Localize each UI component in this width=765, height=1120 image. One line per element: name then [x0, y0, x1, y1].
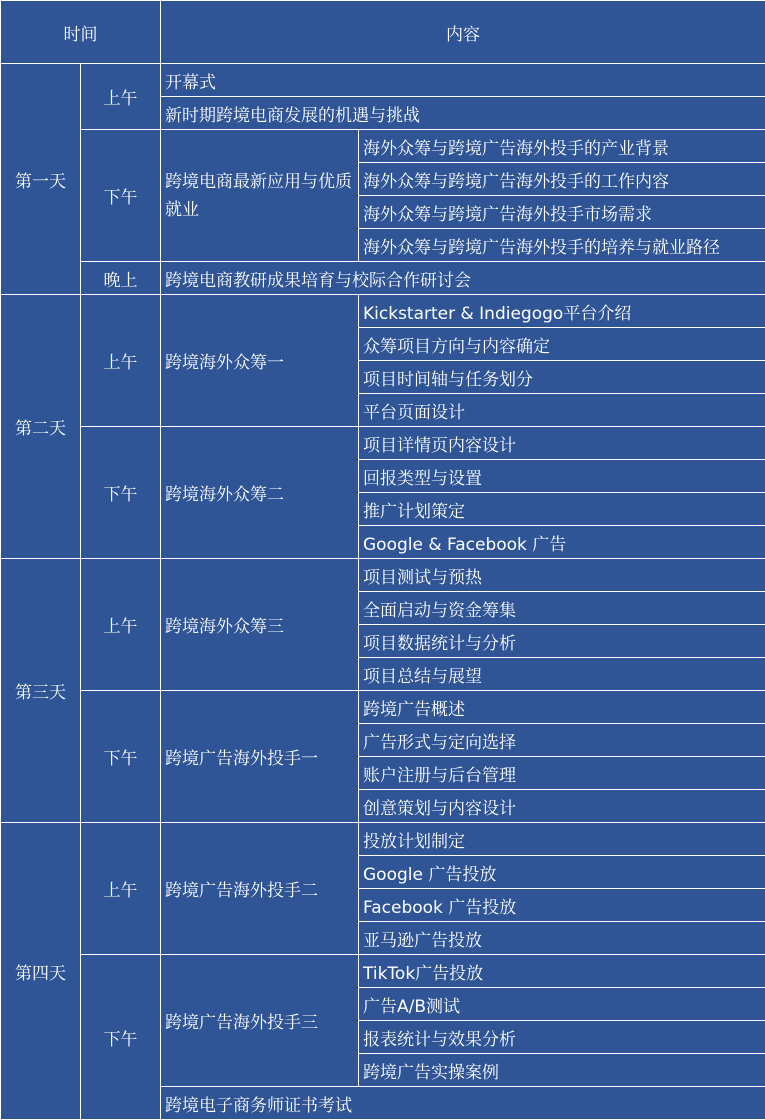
session-item: Facebook 广告投放 — [359, 889, 765, 922]
session-item: 海外众筹与跨境广告海外投手的产业背景 — [359, 130, 765, 163]
session-topic: 跨境广告海外投手二 — [161, 823, 359, 955]
session-item: 项目数据统计与分析 — [359, 625, 765, 658]
session-item: 亚马逊广告投放 — [359, 922, 765, 955]
session-item: 跨境电商教研成果培育与校际合作研讨会 — [161, 262, 765, 295]
session-item: 创意策划与内容设计 — [359, 790, 765, 823]
period-label: 下午 — [81, 130, 161, 262]
day-label: 第三天 — [1, 559, 81, 823]
table-row — [1, 955, 765, 988]
session-topic: 跨境广告海外投手一 — [161, 691, 359, 823]
session-item: Google & Facebook 广告 — [359, 526, 765, 559]
session-topic: 跨境广告海外投手三 — [161, 955, 359, 1087]
header-row — [1, 1, 765, 64]
session-topic: 跨境海外众筹三 — [161, 559, 359, 691]
session-topic: 跨境海外众筹一 — [161, 295, 359, 427]
table-row — [1, 823, 765, 856]
table-row — [1, 64, 765, 97]
period-label: 晚上 — [81, 262, 161, 295]
header-content: 内容 — [161, 1, 765, 64]
session-item: 跨境广告实操案例 — [359, 1054, 765, 1087]
session-item: 海外众筹与跨境广告海外投手的培养与就业路径 — [359, 229, 765, 262]
session-topic: 跨境电商最新应用与优质就业 — [161, 130, 359, 262]
session-item: 跨境广告概述 — [359, 691, 765, 724]
session-item: 新时期跨境电商发展的机遇与挑战 — [161, 97, 765, 130]
period-label: 上午 — [81, 823, 161, 955]
table-row — [1, 691, 765, 724]
session-item: Kickstarter & Indiegogo平台介绍 — [359, 295, 765, 328]
session-item: 回报类型与设置 — [359, 460, 765, 493]
session-item: 项目测试与预热 — [359, 559, 765, 592]
header-time: 时间 — [1, 1, 161, 64]
session-item: 广告形式与定向选择 — [359, 724, 765, 757]
period-label: 下午 — [81, 691, 161, 823]
session-item: 全面启动与资金筹集 — [359, 592, 765, 625]
session-item: 推广计划策定 — [359, 493, 765, 526]
table-row — [1, 559, 765, 592]
session-item: 报表统计与效果分析 — [359, 1021, 765, 1054]
session-topic: 跨境海外众筹二 — [161, 427, 359, 559]
day-label: 第二天 — [1, 295, 81, 559]
session-item: 广告A/B测试 — [359, 988, 765, 1021]
day-label: 第四天 — [1, 823, 81, 1120]
session-item: 海外众筹与跨境广告海外投手的工作内容 — [359, 163, 765, 196]
period-label: 下午 — [81, 427, 161, 559]
period-label: 上午 — [81, 64, 161, 130]
session-item: TikTok广告投放 — [359, 955, 765, 988]
session-item: Google 广告投放 — [359, 856, 765, 889]
session-item: 账户注册与后台管理 — [359, 757, 765, 790]
table-row — [1, 427, 765, 460]
period-label: 上午 — [81, 559, 161, 691]
session-item: 众筹项目方向与内容确定 — [359, 328, 765, 361]
session-item: 开幕式 — [161, 64, 765, 97]
table-row — [1, 295, 765, 328]
session-item: 项目详情页内容设计 — [359, 427, 765, 460]
session-item: 项目总结与展望 — [359, 658, 765, 691]
table-row — [1, 130, 765, 163]
session-item: 平台页面设计 — [359, 394, 765, 427]
period-label: 上午 — [81, 295, 161, 427]
session-item: 投放计划制定 — [359, 823, 765, 856]
session-item: 海外众筹与跨境广告海外投手市场需求 — [359, 196, 765, 229]
period-label: 下午 — [81, 955, 161, 1120]
day-label: 第一天 — [1, 64, 81, 295]
session-item: 项目时间轴与任务划分 — [359, 361, 765, 394]
table-row — [1, 262, 765, 295]
session-item: 跨境电子商务师证书考试 — [161, 1087, 765, 1120]
